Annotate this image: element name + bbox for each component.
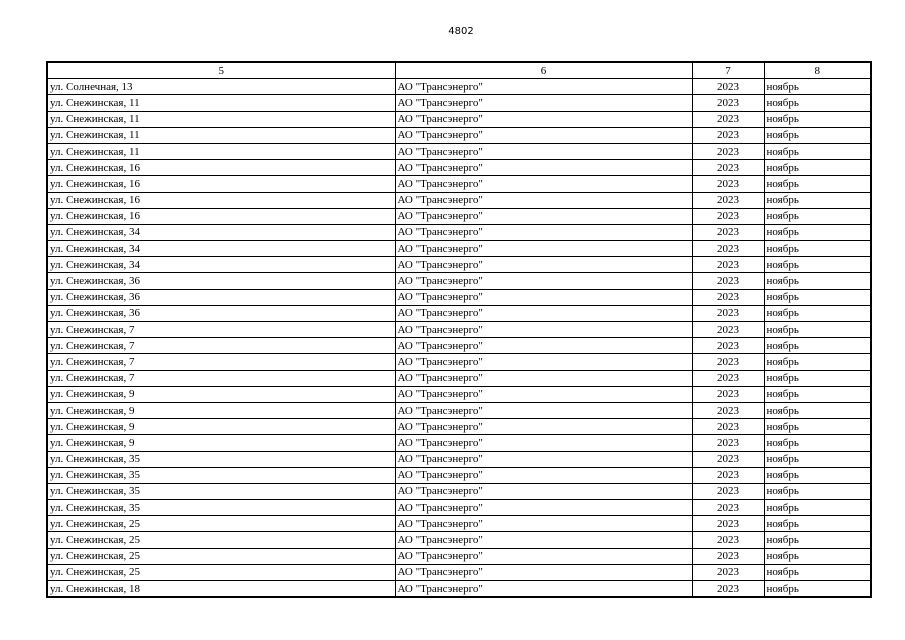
year-cell: 2023 [692,273,764,289]
year-cell: 2023 [692,435,764,451]
year-cell: 2023 [692,402,764,418]
organization-cell: АО "Трансэнерго" [395,370,692,386]
year-cell: 2023 [692,467,764,483]
year-cell: 2023 [692,354,764,370]
month-cell: ноябрь [764,516,871,532]
month-cell: ноябрь [764,322,871,338]
table-row [47,111,871,127]
month-cell: ноябрь [764,386,871,402]
table-row [47,257,871,273]
table-row [47,516,871,532]
column-header-7: 7 [692,62,764,79]
table-row [47,354,871,370]
table-row [47,192,871,208]
organization-cell: АО "Трансэнерго" [395,176,692,192]
year-cell: 2023 [692,581,764,598]
year-cell: 2023 [692,95,764,111]
year-cell: 2023 [692,451,764,467]
month-cell: ноябрь [764,435,871,451]
month-cell: ноябрь [764,581,871,598]
table-row [47,402,871,418]
table-row [47,241,871,257]
year-cell: 2023 [692,176,764,192]
table-row [47,564,871,580]
year-cell: 2023 [692,500,764,516]
address-cell: ул. Снежинская, 36 [47,273,395,289]
organization-cell: АО "Трансэнерго" [395,160,692,176]
year-cell: 2023 [692,548,764,564]
month-cell: ноябрь [764,95,871,111]
month-cell: ноябрь [764,532,871,548]
table-row [47,322,871,338]
year-cell: 2023 [692,564,764,580]
table-body [47,79,871,598]
month-cell: ноябрь [764,483,871,499]
address-cell: ул. Снежинская, 35 [47,467,395,483]
address-cell: ул. Снежинская, 25 [47,548,395,564]
year-cell: 2023 [692,386,764,402]
address-cell: ул. Снежинская, 7 [47,354,395,370]
organization-cell: АО "Трансэнерго" [395,581,692,598]
address-cell: ул. Снежинская, 7 [47,370,395,386]
organization-cell: АО "Трансэнерго" [395,338,692,354]
month-cell: ноябрь [764,241,871,257]
address-cell: ул. Снежинская, 25 [47,564,395,580]
address-cell: ул. Снежинская, 9 [47,419,395,435]
month-cell: ноябрь [764,192,871,208]
organization-cell: АО "Трансэнерго" [395,500,692,516]
address-cell: ул. Снежинская, 9 [47,435,395,451]
organization-cell: АО "Трансэнерго" [395,483,692,499]
organization-cell: АО "Трансэнерго" [395,548,692,564]
address-cell: ул. Снежинская, 36 [47,305,395,321]
address-cell: ул. Снежинская, 11 [47,143,395,159]
month-cell: ноябрь [764,176,871,192]
column-header-8: 8 [764,62,871,79]
page-number: 4802 [448,26,474,37]
table-row [47,483,871,499]
month-cell: ноябрь [764,224,871,240]
table-row [47,581,871,598]
year-cell: 2023 [692,419,764,435]
table-row [47,467,871,483]
address-cell: ул. Снежинская, 7 [47,338,395,354]
data-table [46,61,872,598]
organization-cell: АО "Трансэнерго" [395,467,692,483]
month-cell: ноябрь [764,402,871,418]
address-cell: ул. Снежинская, 16 [47,160,395,176]
table-row [47,273,871,289]
address-cell: ул. Солнечная, 13 [47,79,395,95]
month-cell: ноябрь [764,305,871,321]
address-cell: ул. Снежинская, 9 [47,386,395,402]
organization-cell: АО "Трансэнерго" [395,289,692,305]
organization-cell: АО "Трансэнерго" [395,305,692,321]
year-cell: 2023 [692,289,764,305]
year-cell: 2023 [692,305,764,321]
month-cell: ноябрь [764,257,871,273]
table-row [47,127,871,143]
address-cell: ул. Снежинская, 16 [47,192,395,208]
year-cell: 2023 [692,516,764,532]
table-row [47,338,871,354]
organization-cell: АО "Трансэнерго" [395,402,692,418]
address-cell: ул. Снежинская, 18 [47,581,395,598]
month-cell: ноябрь [764,160,871,176]
address-cell: ул. Снежинская, 35 [47,500,395,516]
table-row [47,532,871,548]
organization-cell: АО "Трансэнерго" [395,532,692,548]
address-cell: ул. Снежинская, 35 [47,483,395,499]
year-cell: 2023 [692,322,764,338]
organization-cell: АО "Трансэнерго" [395,516,692,532]
organization-cell: АО "Трансэнерго" [395,435,692,451]
year-cell: 2023 [692,483,764,499]
year-cell: 2023 [692,208,764,224]
organization-cell: АО "Трансэнерго" [395,564,692,580]
table-row [47,143,871,159]
organization-cell: АО "Трансэнерго" [395,419,692,435]
year-cell: 2023 [692,532,764,548]
organization-cell: АО "Трансэнерго" [395,451,692,467]
address-cell: ул. Снежинская, 34 [47,257,395,273]
month-cell: ноябрь [764,79,871,95]
table-header [47,62,871,79]
month-cell: ноябрь [764,338,871,354]
address-cell: ул. Снежинская, 34 [47,224,395,240]
address-cell: ул. Снежинская, 11 [47,95,395,111]
month-cell: ноябрь [764,564,871,580]
table-row [47,208,871,224]
year-cell: 2023 [692,127,764,143]
year-cell: 2023 [692,160,764,176]
month-cell: ноябрь [764,500,871,516]
year-cell: 2023 [692,143,764,159]
column-header-6: 6 [395,62,692,79]
table-row [47,289,871,305]
year-cell: 2023 [692,224,764,240]
month-cell: ноябрь [764,467,871,483]
table-row [47,548,871,564]
address-cell: ул. Снежинская, 16 [47,208,395,224]
table-row [47,305,871,321]
organization-cell: АО "Трансэнерго" [395,95,692,111]
month-cell: ноябрь [764,289,871,305]
organization-cell: АО "Трансэнерго" [395,111,692,127]
month-cell: ноябрь [764,111,871,127]
address-cell: ул. Снежинская, 36 [47,289,395,305]
column-header-5: 5 [47,62,395,79]
year-cell: 2023 [692,338,764,354]
year-cell: 2023 [692,192,764,208]
address-cell: ул. Снежинская, 35 [47,451,395,467]
organization-cell: АО "Трансэнерго" [395,241,692,257]
organization-cell: АО "Трансэнерго" [395,192,692,208]
organization-cell: АО "Трансэнерго" [395,224,692,240]
table-row [47,79,871,95]
table-row [47,95,871,111]
address-cell: ул. Снежинская, 7 [47,322,395,338]
organization-cell: АО "Трансэнерго" [395,127,692,143]
address-cell: ул. Снежинская, 16 [47,176,395,192]
organization-cell: АО "Трансэнерго" [395,208,692,224]
address-cell: ул. Снежинская, 11 [47,111,395,127]
organization-cell: АО "Трансэнерго" [395,386,692,402]
header-row [47,62,871,79]
address-cell: ул. Снежинская, 34 [47,241,395,257]
address-cell: ул. Снежинская, 25 [47,532,395,548]
organization-cell: АО "Трансэнерго" [395,143,692,159]
month-cell: ноябрь [764,273,871,289]
table-row [47,451,871,467]
month-cell: ноябрь [764,208,871,224]
table-row [47,176,871,192]
month-cell: ноябрь [764,127,871,143]
address-cell: ул. Снежинская, 11 [47,127,395,143]
table-row [47,386,871,402]
organization-cell: АО "Трансэнерго" [395,257,692,273]
organization-cell: АО "Трансэнерго" [395,79,692,95]
month-cell: ноябрь [764,451,871,467]
year-cell: 2023 [692,111,764,127]
year-cell: 2023 [692,241,764,257]
organization-cell: АО "Трансэнерго" [395,273,692,289]
table-row [47,435,871,451]
table-row [47,224,871,240]
month-cell: ноябрь [764,548,871,564]
month-cell: ноябрь [764,143,871,159]
table-row [47,500,871,516]
organization-cell: АО "Трансэнерго" [395,322,692,338]
year-cell: 2023 [692,370,764,386]
month-cell: ноябрь [764,354,871,370]
address-cell: ул. Снежинская, 25 [47,516,395,532]
address-cell: ул. Снежинская, 9 [47,402,395,418]
month-cell: ноябрь [764,419,871,435]
table-row [47,370,871,386]
table-row [47,419,871,435]
year-cell: 2023 [692,79,764,95]
organization-cell: АО "Трансэнерго" [395,354,692,370]
year-cell: 2023 [692,257,764,273]
table-row [47,160,871,176]
month-cell: ноябрь [764,370,871,386]
